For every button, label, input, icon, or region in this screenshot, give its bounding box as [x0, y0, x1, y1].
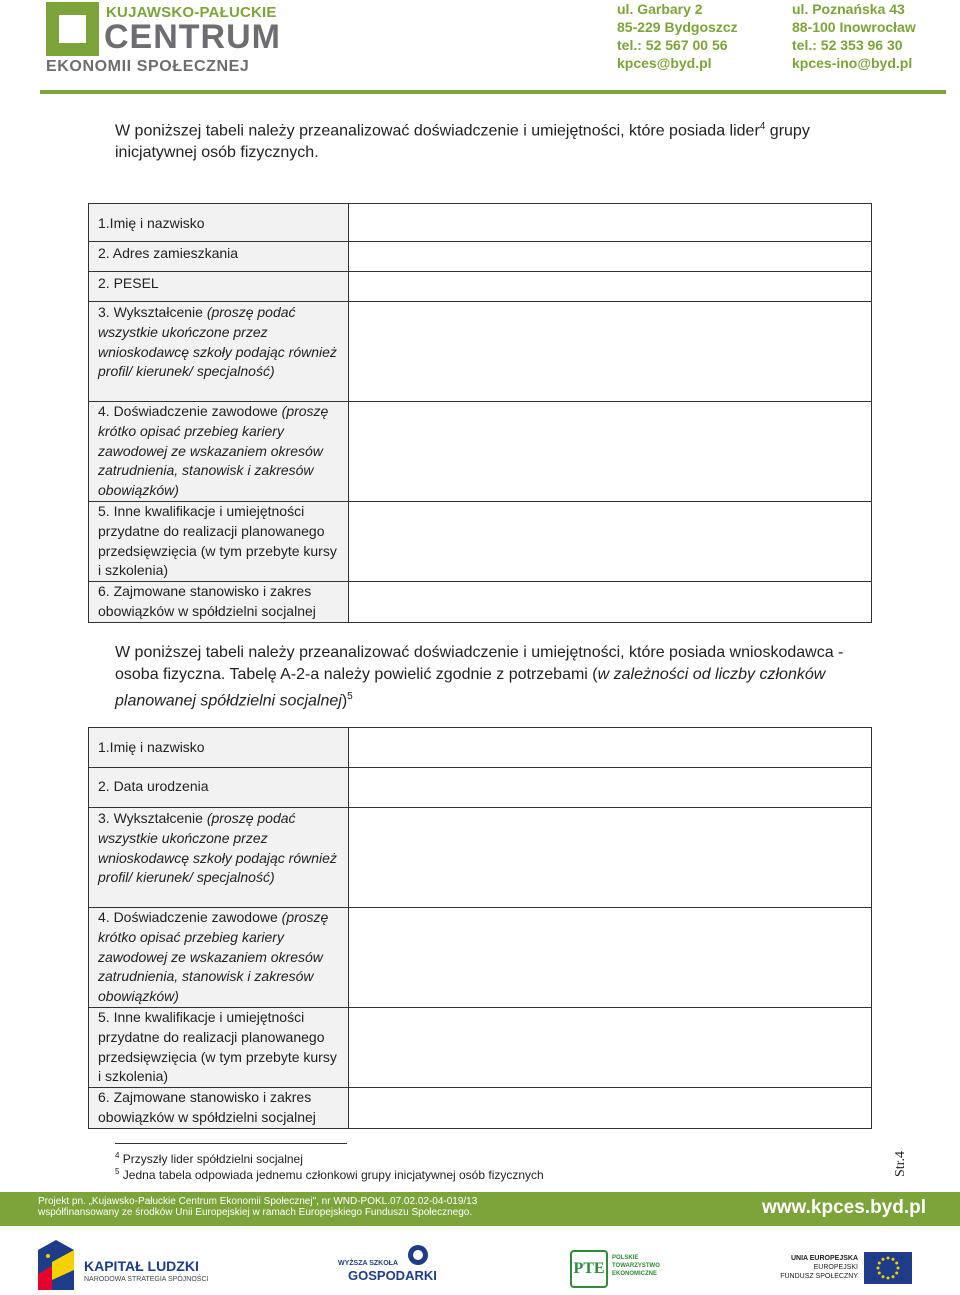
pte-logo: [570, 1248, 680, 1290]
phone-line: tel.: 52 353 96 30: [792, 37, 903, 53]
table-row: [89, 582, 872, 623]
logo-line-3: EKONOMII SPOŁECZNEJ: [46, 58, 250, 75]
table-row: [89, 1008, 872, 1088]
row-label-experience: 4. Doświadczenie zawodowe (proszę krótko opisać przebieg kariery zawodowej ze wskazaniem okresów zatrudnienia, stanowisk i zakresów obowiązków): [89, 908, 349, 1008]
email-link[interactable]: kpces@byd.pl: [617, 55, 712, 71]
table-row: [89, 502, 872, 582]
row-value-position[interactable]: [349, 582, 872, 623]
project-line-2: współfinansowany ze środków Unii Europejskiej w ramach Europejskiego Funduszu Społecznego.: [38, 1207, 473, 1218]
sponsor-logos: [0, 1232, 960, 1295]
row-label-name: 1.Imię i nazwisko: [89, 204, 349, 242]
row-label-pesel: 2. PESEL: [89, 272, 349, 302]
intro-1-text-end: grupy inicjatywnej osób fizycznych.: [115, 122, 810, 162]
table-row: [89, 302, 872, 402]
row-label-position: 6. Zajmowane stanowisko i zakres obowiązków w spółdzielni socjalnej: [89, 582, 349, 623]
eu-flag-icon: [864, 1252, 912, 1284]
row-value-experience[interactable]: [349, 402, 872, 502]
row-label-qualifications: 5. Inne kwalifikacje i umiejętności przydatne do realizacji planowanego przedsięwzięcia (w tym przebyte kursy i szkolenia): [89, 1008, 349, 1088]
table-row: [89, 272, 872, 302]
row-value-education[interactable]: [349, 808, 872, 908]
intro-2-text-end: ): [341, 692, 348, 710]
logo-square-icon: [46, 2, 99, 56]
row-value-name[interactable]: [349, 204, 872, 242]
kapital-ludzki-logo: [38, 1240, 218, 1290]
address-inowroclaw: [792, 0, 916, 72]
table-row: [89, 728, 872, 768]
row-label-qualifications: 5. Inne kwalifikacje i umiejętności przydatne do realizacji planowanego przedsięwzięcia (w tym przebyte kursy i szkolenia): [89, 502, 349, 582]
applicant-table: [88, 727, 872, 1129]
wsg-emblem-icon: [398, 1244, 438, 1266]
logo-line-2: CENTRUM: [104, 18, 281, 56]
email-link[interactable]: kpces-ino@byd.pl: [792, 55, 913, 71]
header-divider: [40, 90, 946, 94]
row-label-name: 1.Imię i nazwisko: [89, 728, 349, 768]
row-label-education: 3. Wykształcenie (proszę podać wszystkie ukończone przez wnioskodawcę szkoły podając również profil/ kierunek/ specjalność): [89, 808, 349, 908]
address-bydgoszcz: [617, 0, 738, 72]
logo-line-1: KUJAWSKO-PAŁUCKIE: [106, 4, 277, 21]
row-value-address[interactable]: [349, 242, 872, 272]
wsg-logo: [338, 1248, 438, 1288]
table-row: [89, 768, 872, 808]
table-row: [89, 242, 872, 272]
footnote-ref-5[interactable]: 5: [347, 691, 353, 702]
wsg-line-2: GOSPODARKI: [348, 1268, 437, 1283]
project-info: [38, 1196, 477, 1218]
footnote-ref-4[interactable]: 4: [759, 121, 766, 132]
intro-paragraph-2: [115, 642, 855, 712]
kapital-ludzki-title: KAPITAŁ LUDZKI: [84, 1258, 199, 1274]
row-value-position[interactable]: [349, 1088, 872, 1129]
kapital-ludzki-subtitle: NARODOWA STRATEGIA SPÓJNOŚCI: [84, 1276, 209, 1283]
row-value-name[interactable]: [349, 728, 872, 768]
intro-2-text: W poniższej tabeli należy przeanalizować doświadczenie i umiejętności, które posiada wnioskodawca - osoba fizyczna. Tabelę A-2-a należy powielić zgodnie z potrzebami (: [115, 644, 844, 683]
eu-text: UNIA EUROPEJSKA EUROPEJSKI FUNDUSZ SPOŁECZNY: [780, 1255, 858, 1280]
row-value-qualifications[interactable]: [349, 1008, 872, 1088]
address-line: ul. Garbary 2: [617, 1, 703, 17]
table-row: [89, 402, 872, 502]
table-row: [89, 908, 872, 1008]
row-label-experience: 4. Doświadczenie zawodowe (proszę krótko opisać przebieg kariery zawodowej ze wskazaniem okresów zatrudnienia, stanowisk i zakresów obowiązków): [89, 402, 349, 502]
pte-text: POLSKIE TOWARZYSTWO EKONOMICZNE: [612, 1255, 660, 1277]
row-value-qualifications[interactable]: [349, 502, 872, 582]
pte-mark: PTE: [570, 1250, 608, 1288]
intro-2-italic: w zależności od liczby członków planowanej spółdzielni socjalnej: [115, 666, 826, 710]
address-line: 85-229 Bydgoszcz: [617, 19, 738, 35]
website-link[interactable]: www.kpces.byd.pl: [762, 1197, 927, 1218]
page-number: Str.4: [893, 1150, 909, 1178]
intro-paragraph-1: [115, 116, 855, 164]
phone-line: tel.: 52 567 00 56: [617, 37, 728, 53]
row-label-birthdate: 2. Data urodzenia: [89, 768, 349, 808]
address-line: ul. Poznańska 43: [792, 1, 905, 17]
row-label-position: 6. Zajmowane stanowisko i zakres obowiązków w spółdzielni socjalnej: [89, 1088, 349, 1129]
project-line-1: Projekt pn. „Kujawsko-Pałuckie Centrum Ekonomii Społecznej", nr WND-POKL.07.02.02-04-019/13: [38, 1196, 478, 1207]
table-row: [89, 204, 872, 242]
kpces-logo: [46, 2, 286, 78]
table-row: [89, 808, 872, 908]
wsg-line-1: WYŻSZA SZKOŁA: [338, 1260, 399, 1267]
row-value-education[interactable]: [349, 302, 872, 402]
leader-table: [88, 203, 872, 623]
row-label-address: 2. Adres zamieszkania: [89, 242, 349, 272]
footnote-4: $^4$ Przyszły lider spółdzielni socjalnej: [115, 1151, 303, 1166]
footnote-divider: [115, 1143, 347, 1144]
table-row: [89, 1088, 872, 1129]
row-label-education: 3. Wykształcenie (proszę podać wszystkie ukończone przez wnioskodawcę szkoły podając również profil/ kierunek/ specjalność): [89, 302, 349, 402]
kapital-ludzki-flag-icon: [38, 1240, 74, 1290]
footnote-5: $^5$ Jedna tabela odpowiada jednemu członkowi grupy inicjatywnej osób fizycznych: [115, 1167, 544, 1182]
row-value-experience[interactable]: [349, 908, 872, 1008]
address-line: 88-100 Inowrocław: [792, 19, 916, 35]
row-value-pesel[interactable]: [349, 272, 872, 302]
eu-logo: [780, 1252, 920, 1288]
row-value-birthdate[interactable]: [349, 768, 872, 808]
intro-1-text: W poniższej tabeli należy przeanalizować doświadczenie i umiejętności, które posiada lider: [115, 122, 760, 140]
